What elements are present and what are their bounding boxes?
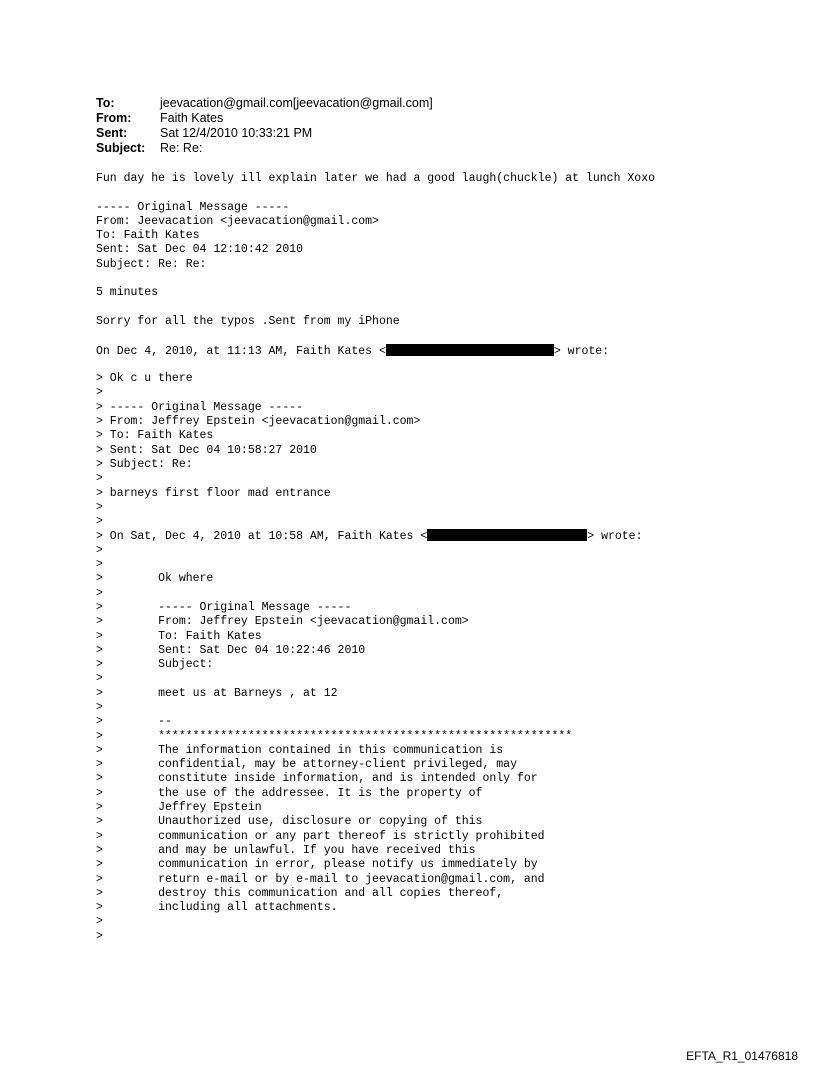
email-body <box>96 172 796 944</box>
subject-value: Re: Re: <box>160 141 203 155</box>
body-line: > <box>96 700 103 714</box>
subject-label: Subject: <box>96 141 146 155</box>
wrote-suffix: > wrote: <box>587 530 643 544</box>
body-line: > To: Faith Kates <box>96 629 262 643</box>
body-line: > return e-mail or by e-mail to jeevacation@gmail.com, and <box>96 872 545 886</box>
body-line: > constitute inside information, and is intended only for <box>96 772 538 786</box>
header-to-row <box>96 96 433 111</box>
wrote-suffix: > wrote: <box>553 344 610 358</box>
body-line: > <box>96 386 103 400</box>
body-line: > destroy this communication and all copies thereof, <box>96 886 504 900</box>
body-line: > and may be unlawful. If you have received this <box>96 843 476 857</box>
body-line: > To: Faith Kates <box>96 429 214 443</box>
body-line <box>96 358 796 372</box>
body-line: > Ok c u there <box>96 372 193 386</box>
body-line: > From: Jeffrey Epstein <jeevacation@gmail.com> <box>96 615 469 629</box>
header-from-row <box>96 111 433 126</box>
body-line: > <box>96 558 103 572</box>
body-line: Subject: Re: Re: <box>96 257 207 271</box>
from-value: Faith Kates <box>160 111 224 125</box>
header-subject-row <box>96 141 433 156</box>
body-line: 5 minutes <box>96 286 159 300</box>
body-line: To: Faith Kates <box>96 229 200 243</box>
body-line: > communication or any part thereof is strictly prohibited <box>96 829 545 843</box>
body-line-redacted <box>96 529 796 543</box>
body-line-redacted <box>96 344 796 358</box>
body-line: > Sent: Sat Dec 04 10:22:46 2010 <box>96 643 366 657</box>
body-line: > From: Jeffrey Epstein <jeevacation@gmail.com> <box>96 415 421 429</box>
body-line: > including all attachments. <box>96 901 338 915</box>
body-line: > <box>96 586 103 600</box>
sent-label: Sent: <box>96 126 128 140</box>
body-line-text: On Dec 4, 2010, at 11:13 AM, Faith Kates < <box>96 344 386 358</box>
document-id: EFTA_R1_01476818 <box>686 1049 798 1063</box>
header-sent-row <box>96 126 433 141</box>
body-line: > <box>96 929 103 943</box>
body-line: From: Jeevacation <jeevacation@gmail.com> <box>96 214 379 228</box>
body-line: ----- Original Message ----- <box>96 200 290 214</box>
body-line: > confidential, may be attorney-client privileged, may <box>96 758 517 772</box>
body-line: Sorry for all the typos .Sent from my iPhone <box>96 314 400 328</box>
body-line: > ************************************************************ <box>96 729 573 743</box>
body-line: > the use of the addressee. It is the property of <box>96 786 483 800</box>
body-line: > ----- Original Message ----- <box>96 600 352 614</box>
body-line: > Subject: Re: <box>96 457 193 471</box>
body-line: > The information contained in this communication is <box>96 743 504 757</box>
body-line: > Sent: Sat Dec 04 10:58:27 2010 <box>96 443 317 457</box>
email-header <box>96 96 433 156</box>
body-line: Fun day he is lovely ill explain later we had a good laugh(chuckle) at lunch Xoxo <box>96 172 655 185</box>
body-line: > <box>96 515 103 529</box>
body-line: > Unauthorized use, disclosure or copying of this <box>96 815 483 829</box>
body-line <box>96 272 796 286</box>
body-line: > communication in error, please notify us immediately by <box>96 858 538 872</box>
body-line: > <box>96 472 103 486</box>
to-value: jeevacation@gmail.com[jeevacation@gmail.com] <box>160 96 433 110</box>
body-line: > <box>96 500 103 514</box>
to-label: To: <box>96 96 115 110</box>
from-label: From: <box>96 111 132 125</box>
body-line <box>96 329 796 343</box>
sent-value: Sat 12/4/2010 10:33:21 PM <box>160 126 313 140</box>
redaction-bar <box>427 529 587 541</box>
body-line: > ----- Original Message ----- <box>96 400 304 414</box>
body-line: > barneys first floor mad entrance <box>96 486 331 500</box>
body-line: > Subject: <box>96 658 214 672</box>
body-line: > <box>96 543 103 557</box>
body-line: > Jeffrey Epstein <box>96 801 262 815</box>
body-line <box>96 301 796 315</box>
body-line: > <box>96 672 103 686</box>
redaction-bar <box>386 344 554 356</box>
body-line-text: > On Sat, Dec 4, 2010 at 10:58 AM, Faith Kates < <box>96 530 428 544</box>
body-line: > -- <box>96 715 172 729</box>
body-line: Sent: Sat Dec 04 12:10:42 2010 <box>96 243 304 257</box>
body-line <box>96 186 796 200</box>
body-line: > <box>96 915 103 929</box>
body-line: > Ok where <box>96 572 214 586</box>
body-line: > meet us at Barneys , at 12 <box>96 686 338 700</box>
